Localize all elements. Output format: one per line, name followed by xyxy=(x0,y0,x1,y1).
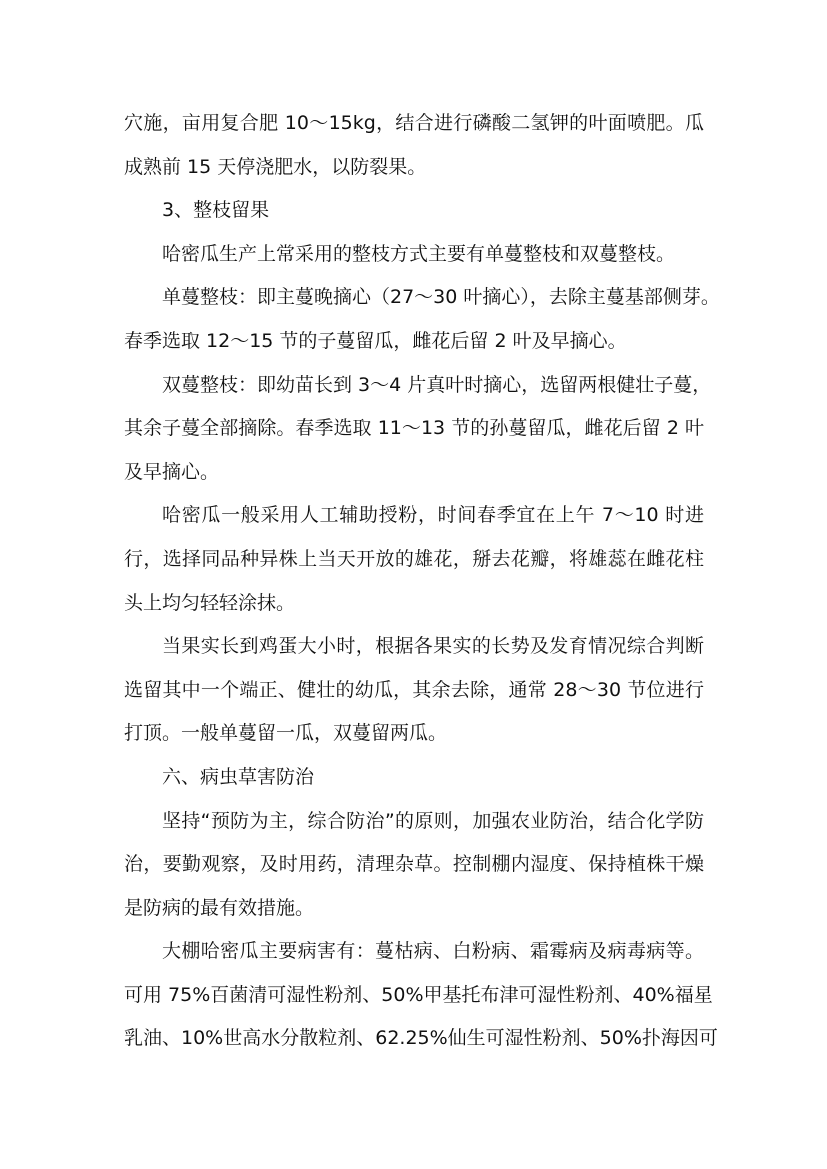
text-line: 双蔓整枝：即幼苗长到 3～4 片真叶时摘心，选留两根健壮子蔓， xyxy=(162,373,712,396)
text-line: 治，要勤观察，及时用药，清理杂草。控制棚内湿度、保持植株干燥 xyxy=(124,853,704,876)
text-line: 可用 75%百菌清可湿性粉剂、50%甲基托布津可湿性粉剂、40%福星 xyxy=(124,983,713,1006)
text-line: 选留其中一个端正、健壮的幼瓜，其余去除，通常 28～30 节位进行 xyxy=(124,678,704,701)
text-line: 哈密瓜一般采用人工辅助授粉，时间春季宜在上午 7～10 时进 xyxy=(162,504,704,527)
text-line: 哈密瓜生产上常采用的整枝方式主要有单蔓整枝和双蔓整枝。 xyxy=(162,242,676,265)
text-line: 及早摘心。 xyxy=(124,460,220,483)
section-heading: 六、病虫草害防治 xyxy=(162,765,315,788)
text-line: 穴施，亩用复合肥 10～15kg，结合进行磷酸二氢钾的叶面喷肥。瓜 xyxy=(124,112,704,134)
text-line: 大棚哈密瓜主要病害有：蔓枯病、白粉病、霜霉病及病毒病等。 xyxy=(162,940,704,963)
text-line: 乳油、10%世高水分散粒剂、62.25%仙生可湿性粉剂、50%扑海因可 xyxy=(124,1027,718,1050)
text-line: 当果实长到鸡蛋大小时，根据各果实的长势及发育情况综合判断 xyxy=(162,635,704,658)
section-heading: 3、整枝留果 xyxy=(162,199,270,222)
text-line: 单蔓整枝：即主蔓晚摘心（27～30 叶摘心），去除主蔓基部侧芽。 xyxy=(162,286,720,309)
body-text xyxy=(124,102,720,1061)
text-line: 成熟前 15 天停浇肥水，以防裂果。 xyxy=(124,155,427,178)
text-line: 打顶。一般单蔓留一瓜，双蔓留两瓜。 xyxy=(124,722,448,745)
text-line: 行，选择同品种异株上当天开放的雄花，掰去花瓣，将雄蕊在雌花柱 xyxy=(124,547,704,570)
text-line: 是防病的最有效措施。 xyxy=(124,896,315,919)
text-line: 坚持“预防为主，综合防治”的原则，加强农业防治，结合化学防 xyxy=(162,809,704,832)
text-line: 其余子蔓全部摘除。春季选取 11～13 节的孙蔓留瓜，雌花后留 2 叶 xyxy=(124,417,704,440)
text-line: 春季选取 12～15 节的子蔓留瓜，雌花后留 2 叶及早摘心。 xyxy=(124,329,627,352)
text-line: 头上均匀轻轻涂抹。 xyxy=(124,591,296,614)
